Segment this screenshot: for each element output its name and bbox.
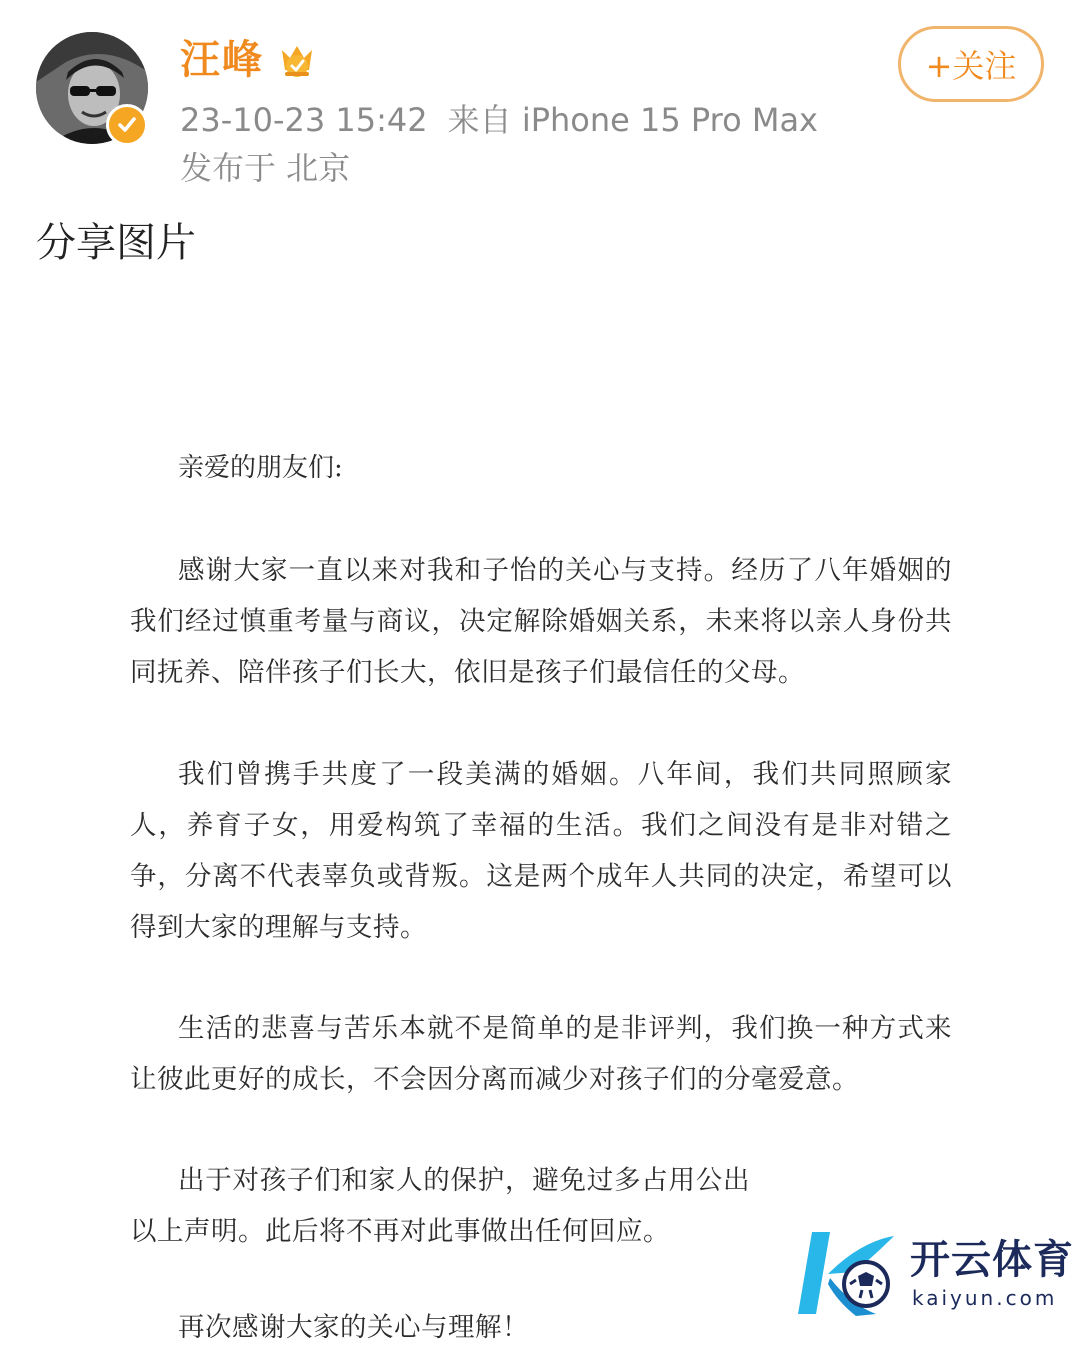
- post-location: 发布于 北京: [180, 149, 351, 187]
- username[interactable]: 汪峰: [180, 37, 264, 83]
- watermark-brand: 开云体育: [910, 1237, 1074, 1283]
- statement-paragraph: 再次感谢大家的关心与理解！: [178, 1312, 529, 1343]
- watermark: [790, 1222, 1074, 1326]
- post-timestamp: 23-10-23 15:42: [180, 101, 428, 139]
- statement-paragraph: 出于对孩子们和家人的保护，避免过多占用公出以上声明。此后将不再对此事做出任何回应。: [130, 1165, 750, 1247]
- statement-paragraph: 感谢大家一直以来对我和子怡的关心与支持。经历了八年婚姻的我们经过慎重考量与商议，决定解除婚姻关系，未来将以亲人身份共同抚养、陪伴孩子们长大，依旧是孩子们最信任的父母。: [130, 555, 952, 688]
- verified-check-icon: [106, 104, 148, 146]
- post-source: 来自 iPhone 15 Pro Max: [447, 101, 818, 139]
- watermark-domain: kaiyun.com: [912, 1286, 1058, 1310]
- follow-button[interactable]: +关注: [898, 26, 1044, 102]
- post-meta: [180, 100, 818, 140]
- post-header: [0, 0, 1080, 266]
- kaiyun-logo-icon: [790, 1222, 906, 1326]
- statement-paragraph: 生活的悲喜与苦乐本就不是简单的是非评判，我们换一种方式来让彼此更好的成长，不会因分离而减少对孩子们的分毫爱意。: [130, 1013, 952, 1095]
- shared-image-statement[interactable]: [0, 300, 1080, 1343]
- vip-badge-icon: [276, 40, 318, 82]
- statement-salutation: 亲爱的朋友们:: [178, 453, 343, 483]
- statement-paragraph: 我们曾携手共度了一段美满的婚姻。八年间，我们共同照顾家人，养育子女，用爱构筑了幸福的生活。我们之间没有是非对错之争，分离不代表辜负或背叛。这是两个成年人共同的决定，希望可以得到大家的理解与支持。: [130, 759, 952, 943]
- post-text: 分享图片: [36, 220, 196, 266]
